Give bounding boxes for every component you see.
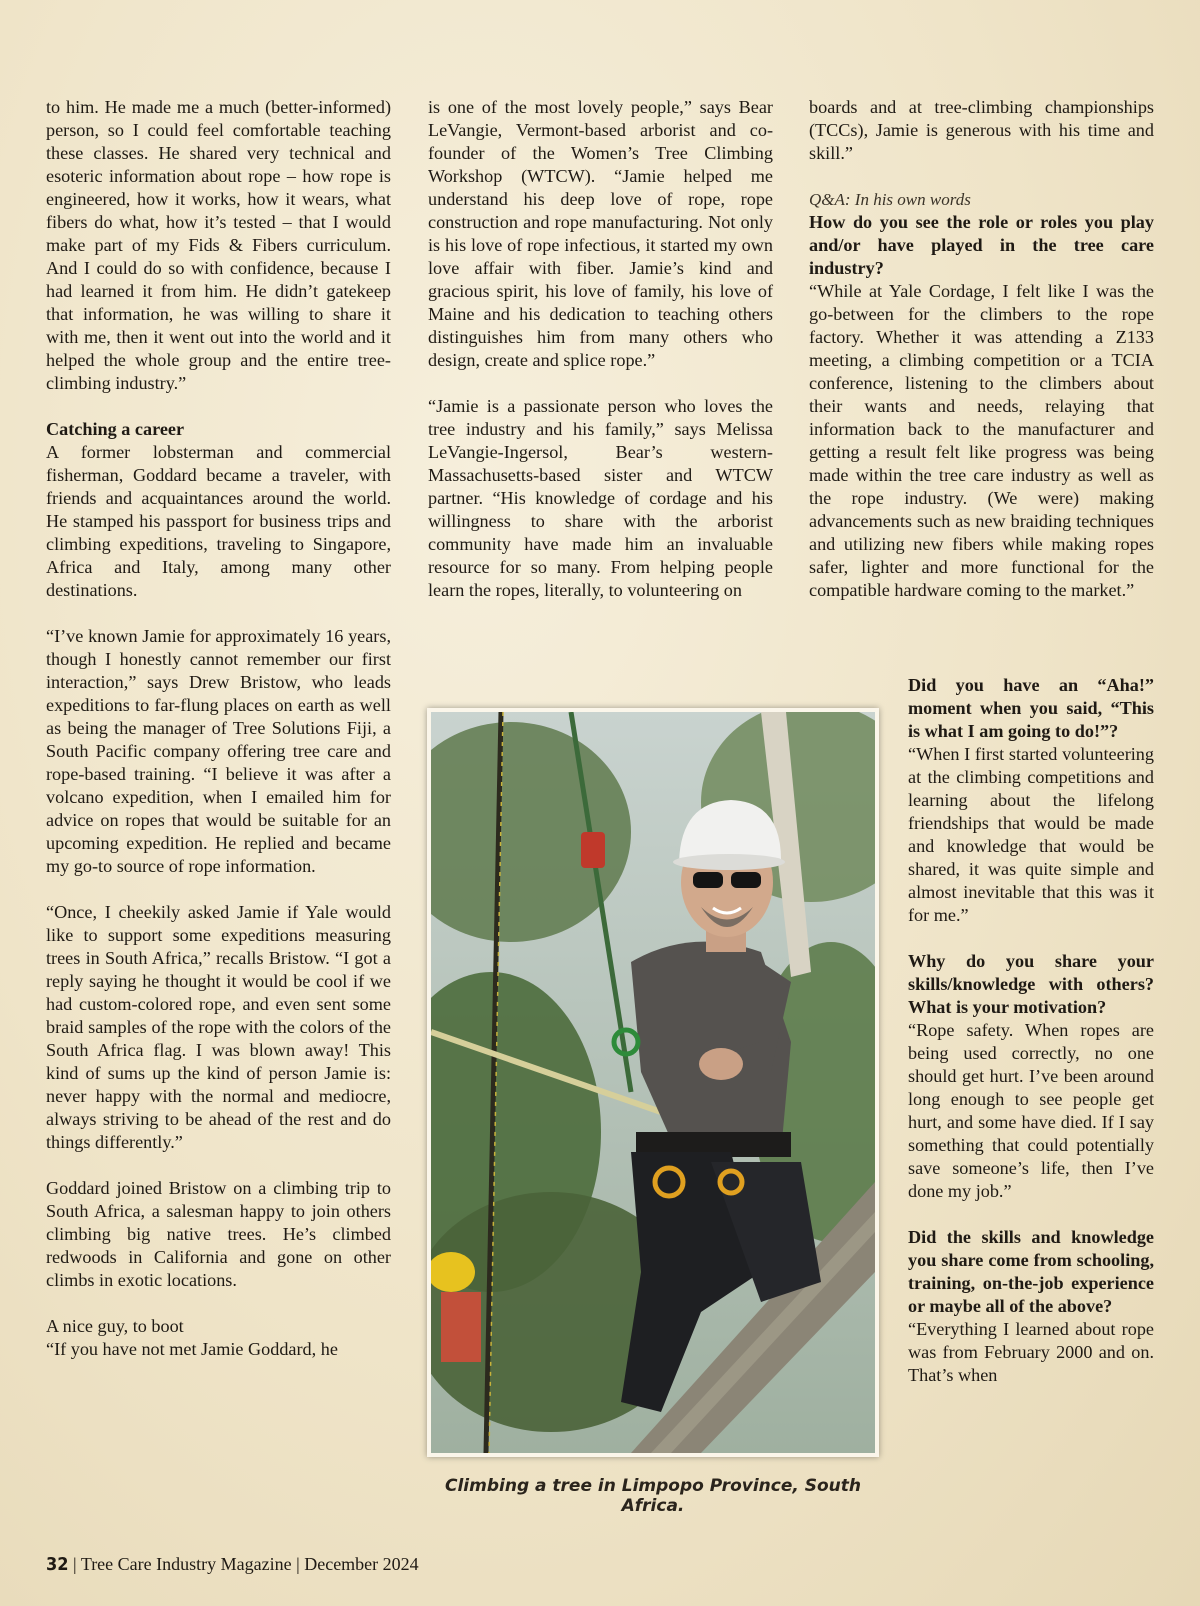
question: Did the skills and knowledge you share come from schooling, training, on-the-job experience or maybe all of the above? <box>908 1227 1154 1316</box>
article-photo <box>427 708 879 1457</box>
paragraph: “Once, I cheekily asked Jamie if Yale would like to support some expeditions measuring trees in South Africa,” recalls Bristow. “I got a reply saying he thought it would be cool if we had custom-colored rope, and even sent some braid samples of the rope with the colors of the South Africa flag. I was blown away! This kind of sums up the kind of person Jamie is: never happy with the normal and mediocre, always striving to be ahead of the rest and do things differently.” <box>46 902 391 1152</box>
issue-date: December 2024 <box>304 1554 419 1574</box>
section-heading-catching-a-career: Catching a career <box>46 419 185 439</box>
paragraph: to him. He made me a much (better-informed) person, so I could feel comfortable teaching these classes. He shared very technical and esoteric information about rope – how rope is engineered, how it works, how it wears, what fibers do what, how it’s tested – that I would make part of my Fids & Fibers curriculum. And I could do so with confidence, because I had learned it from him. He didn’t gatekeep that information, he was willing to share it with me, then it went out into the world and it helped the whole group and the entire tree-climbing industry.” <box>46 97 391 393</box>
paragraph: “Jamie is a passionate person who loves the tree industry and his family,” says Melissa LeVangie-Ingersol, Bear’s western-Massachusetts-based sister and WTCW partner. “His knowledge of cordage and his willingness to share with the arborist community have made him an invaluable resource for so many. From helping people learn the ropes, literally, to volunteering on <box>428 396 773 600</box>
paragraph: “If you have not met Jamie Goddard, he <box>46 1339 338 1359</box>
answer: “Rope safety. When ropes are being used correctly, no one should get hurt. I’ve been around long enough to see people get hurt, and some have died. If I say something that could potentially save someone’s life, then I’ve done my job.” <box>908 1020 1154 1201</box>
page-footer <box>46 1554 419 1575</box>
question: Did you have an “Aha!” moment when you said, “This is what I am going to do!”? <box>908 675 1154 741</box>
article-column-right <box>809 96 1154 625</box>
paragraph: A former lobsterman and commercial fisherman, Goddard became a traveler, with friends and acquaintances around the world. He stamped his passport for business trips and climbing expeditions, traveling to Singapore, Africa and Italy, among many other destinations. <box>46 442 391 600</box>
climber-photo-illustration <box>431 712 875 1453</box>
section-heading-nice-guy: A nice guy, to boot <box>46 1316 184 1336</box>
question: Why do you share your skills/knowledge with others? What is your motivation? <box>908 951 1154 1017</box>
answer: “When I first started volunteering at the climbing competitions and learning about the lifelong friendships that would be made and knowledge that would be shared, it was quite simple and almost inevitable that this was it for me.” <box>908 744 1154 925</box>
article-column-middle <box>428 96 773 625</box>
footer-separator: | <box>291 1554 305 1574</box>
article-column-left <box>46 96 391 1384</box>
article-column-right-narrow <box>908 674 1154 1387</box>
page-number: 32 <box>46 1554 69 1575</box>
photo-caption: Climbing a tree in Limpopo Province, South Africa. <box>445 1476 861 1516</box>
paragraph: is one of the most lovely people,” says Bear LeVangie, Vermont-based arborist and co-founder of the Women’s Tree Climbing Workshop (WTCW). “Jamie helped me understand his deep love of rope, rope construction and rope manufacturing. Not only is his love of rope infectious, it started my own love affair with fiber. Jamie’s kind and gracious spirit, his love of family, his love of Maine and his dedication to teaching others distinguishes him from many others who design, create and splice rope.” <box>428 97 773 370</box>
paragraph: Goddard joined Bristow on a climbing trip to South Africa, a salesman happy to join others climbing big native trees. He’s climbed redwoods in California and gone on other climbs in exotic locations. <box>46 1178 391 1290</box>
answer: “Everything I learned about rope was from February 2000 and on. That’s when <box>908 1319 1154 1385</box>
paragraph: “I’ve known Jamie for approximately 16 years, though I honestly cannot remember our first interaction,” says Drew Bristow, who leads expeditions to far-flung places on earth as well as being the manager of Tree Solutions Fiji, a South Pacific company offering tree care and rope-based training. “I believe it was after a volcano expedition, when I emailed him for advice on ropes that would be suitable for an upcoming expedition. He replied and became my go-to source of rope information. <box>46 626 391 876</box>
answer: “While at Yale Cordage, I felt like I was the go-between for the climbers to the rope factory. Whether it was attending a Z133 meeting, a climbing competition or a TCIA conference, listening to the climbers about their wants and needs, relaying that information back to the manufacturer and getting a result felt like progress was being made within the tree care industry as well as the rope industry. (We were) making advancements such as new braiding techniques and utilizing new fibers while making ropes safer, lighter and more functional for the compatible hardware coming to the market.” <box>809 281 1154 600</box>
publication-name: Tree Care Industry Magazine <box>80 1554 292 1574</box>
paragraph: boards and at tree-climbing championships (TCCs), Jamie is generous with his time and skill.” <box>809 97 1154 163</box>
footer-separator: | <box>68 1554 81 1574</box>
question: How do you see the role or roles you play and/or have played in the tree care industry? <box>809 212 1154 278</box>
qa-label: Q&A: In his own words <box>809 190 971 209</box>
